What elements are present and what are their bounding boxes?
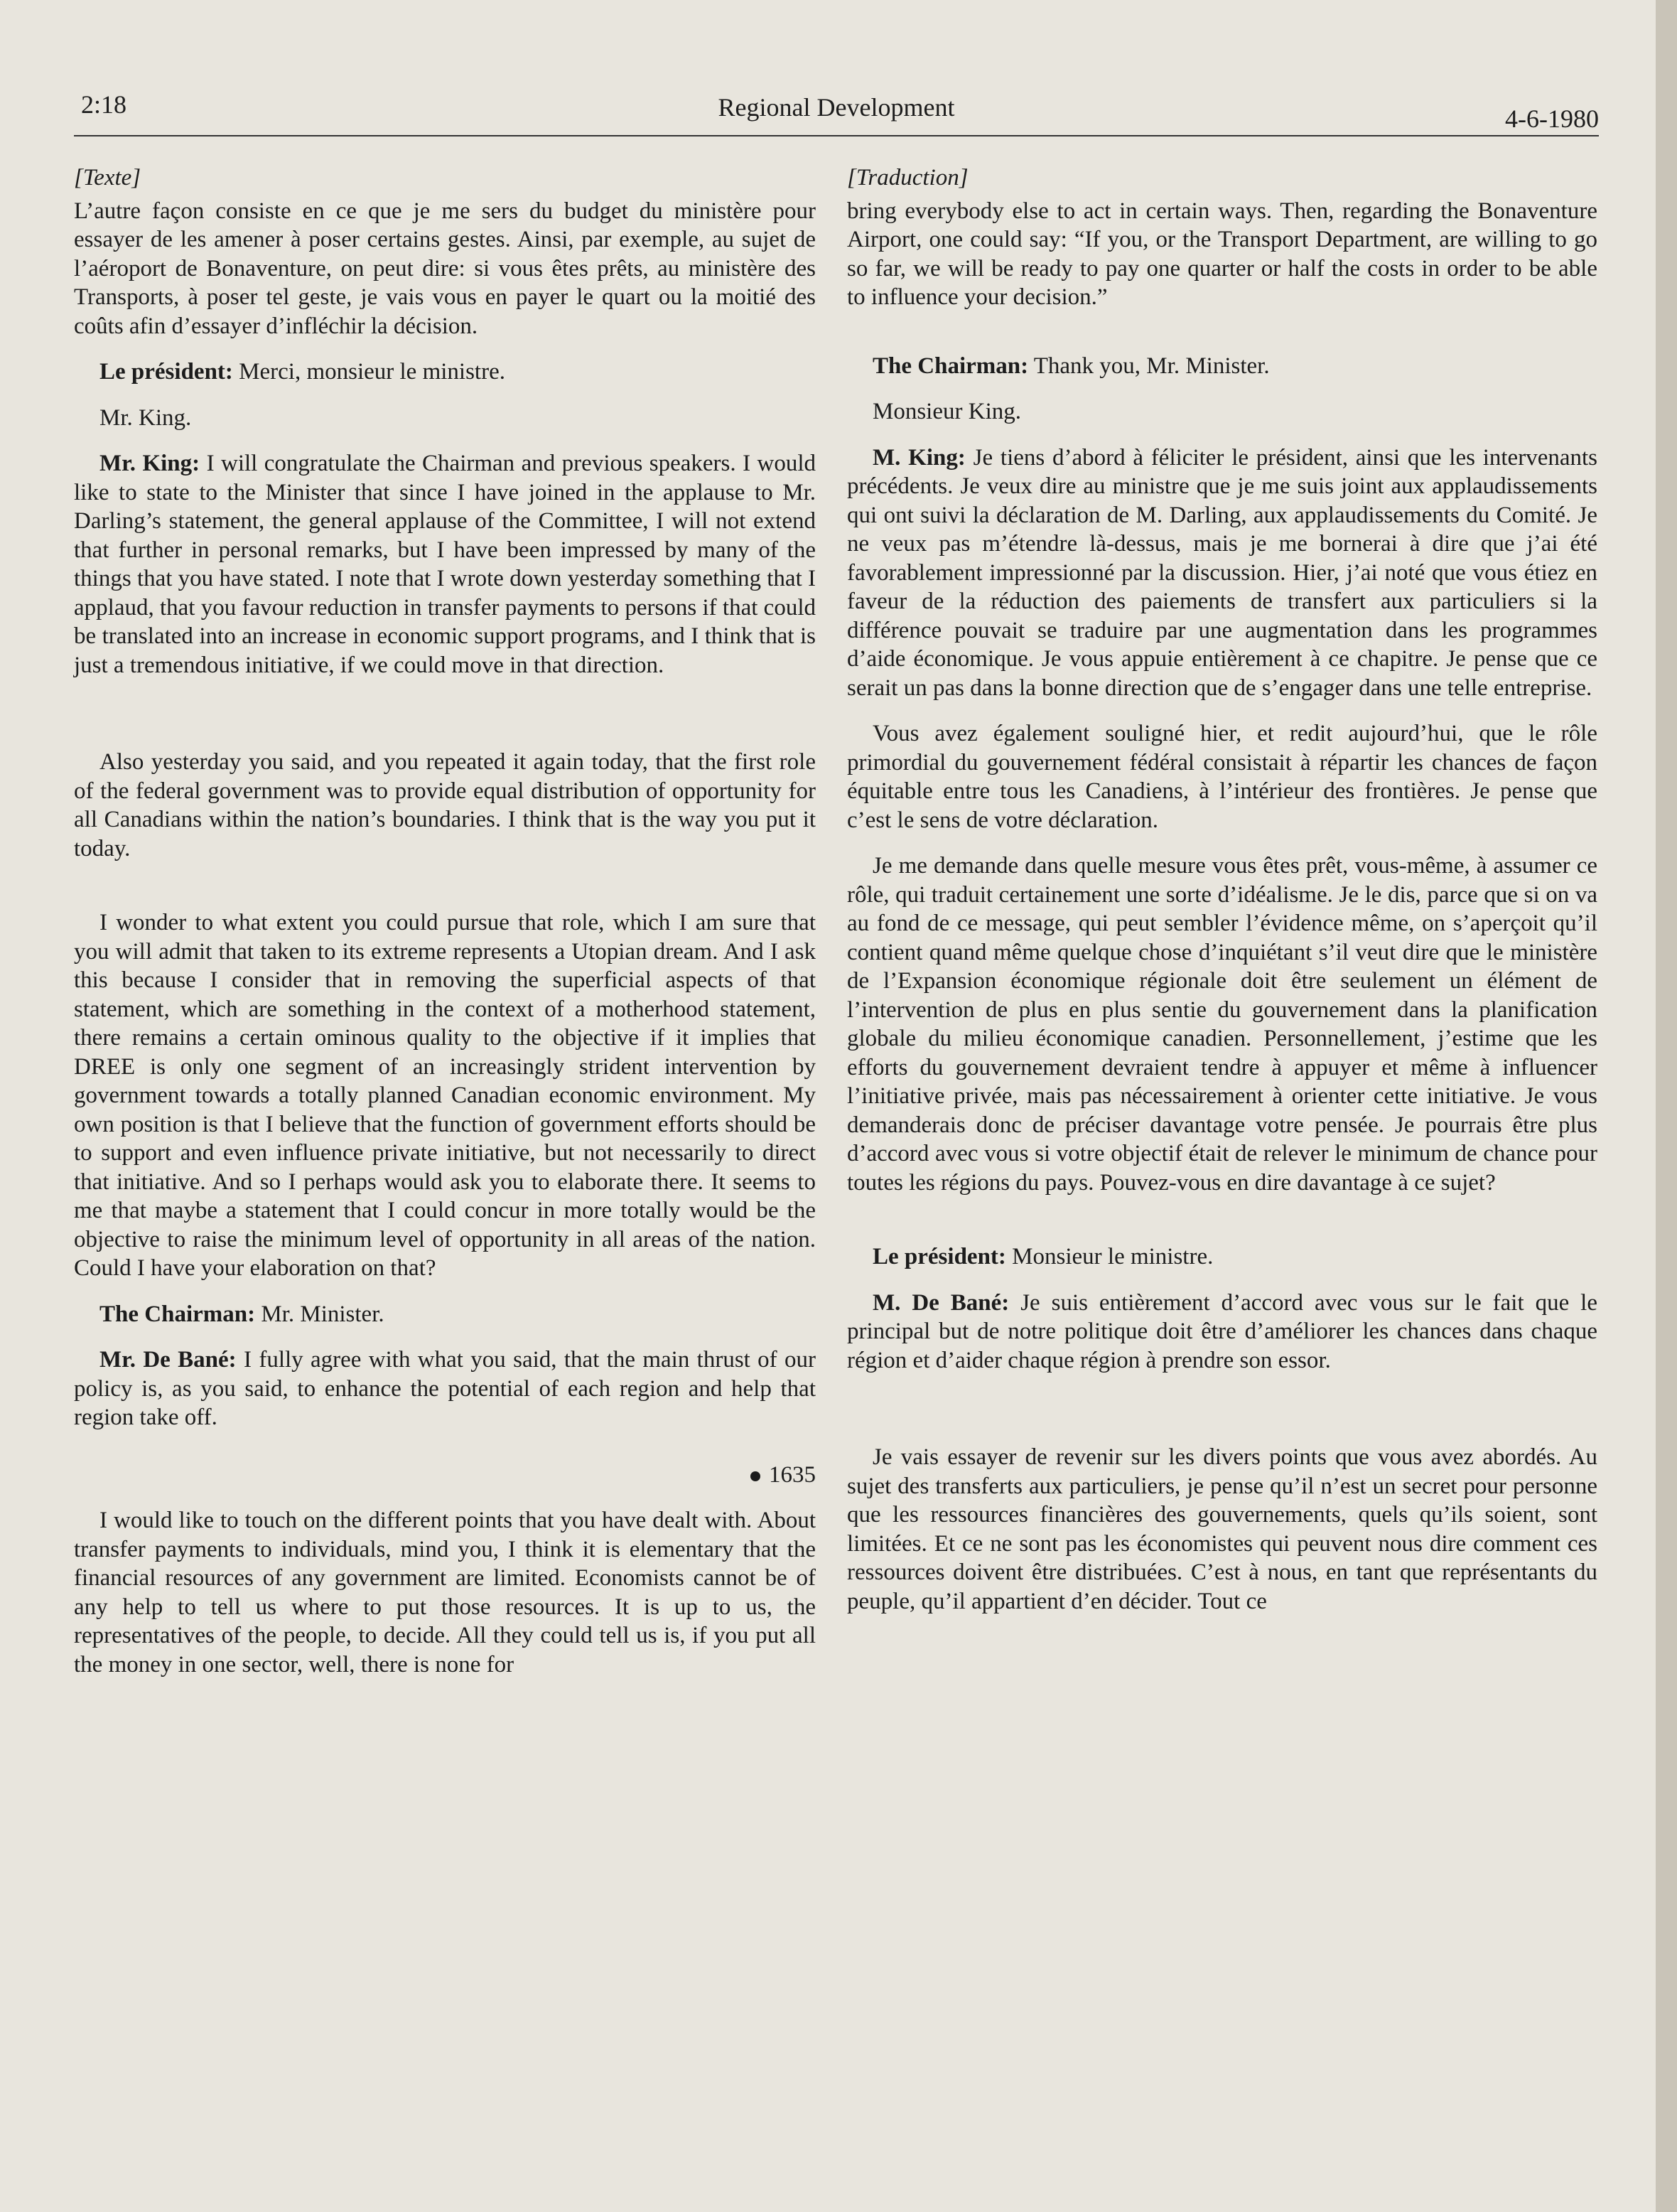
section-label: [Traduction] (847, 165, 969, 190)
section-label-text: Traduction (856, 165, 959, 190)
speaker-name: Mr. King: (99, 451, 200, 476)
speaker-name: M. King: (873, 444, 966, 471)
speaker-name: Mr. De Bané: (99, 1347, 237, 1373)
speaker-name: Le président: (873, 1244, 1006, 1269)
page-number: 2:18 (81, 90, 127, 119)
french-column (847, 163, 1597, 1633)
speech-text: Je tiens d’abord à féliciter le président, ainsi que les intervenants précédents. Je veux dire au ministre que je me suis joint aux applaudissements qui ont suivi la déclaration de M. Darling, aux applaudissements du Comité. Je ne veux pas m’étendre là-dessus, mais je me bornerai à dire que j’ai été favorablement impressionné par la discussion. Hier, j’ai noté que vous étiez en faveur de la réduction des paiements de transfert aux particuliers si la différence pouvait se traduire par une augmentation dans les programmes d’aide économique. Je vous appuie entièrement à ce chapitre. Je pense que ce serait un pas dans la bonne direction que de s’engager dans une telle entreprise. (847, 444, 1597, 701)
page-date: 4-6-1980 (1505, 104, 1599, 133)
speaker-paragraph (74, 1346, 816, 1432)
running-title: Regional Development (718, 93, 955, 122)
paragraph: Mr. King. (99, 404, 192, 431)
paragraph: L’autre façon consiste en ce que je me sers du budget du ministère pour essayer de les amener à poser certains gestes. Ainsi, par exemple, au sujet de l’aéroport de Bonaventure, on peut dire: si vous êtes prêts, au ministère des Transports, à poser tel geste, je vais vous en payer le quart ou la moitié des coûts afin d’essayer d’infléchir la décision. (74, 198, 816, 339)
paragraph: Je vais essayer de revenir sur les divers points que vous avez abordés. Au sujet des transferts aux particuliers, je pense qu’il n’est un secret pour personne que les ressources financières des gouvernements, quels qu’ils soient, sont limitées. Et ce ne sont pas les économistes qui peuvent nous dire comment ces ressources doivent être distribuées. C’est à nous, en tant que représentants du peuple, qu’il appartient d’en décider. Tout ce (847, 1444, 1597, 1614)
speech-text: Je suis entièrement d’accord avec vous sur le fait que le principal but de notre politique doit être d’améliorer les chances dans chaque région et d’aider chaque région à prendre son essor. (847, 1289, 1597, 1373)
paragraph: I would like to touch on the different points that you have dealt with. About transfer payments to individuals, mind you, I think it is elementary that the financial resources of any government are limited. Economists cannot be of any help to tell us where to put those resources. It is up to us, the representatives of the people, to decide. All they could tell us is, if you put all the money in one sector, well, there is none for (74, 1508, 816, 1677)
speaker-paragraph (847, 352, 1597, 381)
speech-text: Merci, monsieur le ministre. (232, 359, 505, 385)
speaker-name: Le président: (99, 359, 233, 385)
section-label-text: Texte (82, 165, 132, 190)
speaker-paragraph (847, 444, 1597, 703)
speech-text: Mr. Minister. (255, 1301, 384, 1327)
paragraph: bring everybody else to act in certain ways. Then, regarding the Bonaventure Airport, one could say: “If you, or the Transport Department, are willing to go so far, we will be ready to pay one quarter or half the costs in order to be able to influence your decision.” (847, 198, 1597, 310)
time-marker-text: 1635 (769, 1461, 816, 1488)
paragraph: I wonder to what extent you could pursue that role, which I am sure that you will admit that taken to its extreme represents a Utopian dream. And I ask this because I consider that in removing the superficial aspects of that statement, which are something in the context of a motherhood statement, there remains a certain ominous quality to the objective if it implies that DREE is only one segment of an increasingly strident intervention by government towards a totally planned Canadian economic environment. My own position is that I believe that the function of government efforts should be to support and even influence private initiative, but not necessarily to direct that initiative. And so I perhaps would ask you to elaborate there. It seems to me that maybe a statement that I could concur in more totally would be the objective to raise the minimum level of opportunity in all areas of the nation. Could I have your elaboration on that? (74, 910, 816, 1281)
paragraph: Monsieur King. (873, 399, 1021, 424)
speaker-paragraph (74, 449, 816, 680)
speech-text: I fully agree with what you said, that the main thrust of our policy is, as you said, to enhance the potential of each region and help that region take off. (74, 1347, 816, 1430)
speaker-name: M. De Bané: (873, 1289, 1010, 1316)
paragraph: Vous avez également souligné hier, et redit aujourd’hui, que le rôle primordial du gouvernement fédéral consistait à répartir les chances de façon équitable entre tous les Canadiens, à l’intérieur des frontières. Je pense que c’est le sens de votre déclaration. (847, 721, 1597, 833)
speaker-paragraph (847, 1289, 1597, 1375)
speaker-paragraph (74, 358, 816, 387)
speech-text: I will congratulate the Chairman and previous speakers. I would like to state to the Minister that since I have joined in the applause to Mr. Darling’s statement, the general applause of the Committee, I will not extend that further in personal remarks, but I have been impressed by many of the things that you have stated. I note that I wrote down yesterday something that I applaud, that you favour reduction in transfer payments to persons if that could be translated into an increase in economic support programs, and I think that is just a tremendous initiative, if we could move in that direction. (74, 451, 816, 678)
speech-text: Monsieur le ministre. (1005, 1244, 1214, 1269)
english-column (74, 163, 816, 1696)
speaker-paragraph (74, 1300, 816, 1329)
paragraph: Je me demande dans quelle mesure vous êtes prêt, vous-même, à assumer ce rôle, qui traduit certainement une sorte d’idéalisme. Je le dis, parce que si on va au fond de ce message, qui peut sembler l’évidence même, on s’aperçoit qu’il contient quand même quelque chose d’inquiétant s’il veut dire que le ministère de l’Expansion économique régionale doit être seulement un élément de l’intervention de plus en plus sentie du gouvernement dans la planification globale du milieu économique canadien. Personnellement, j’estime que les efforts du gouvernement devraient tendre à appuyer et même à influencer l’initiative privée, mais pas nécessairement à orienter cette initiative. Je vous demanderais donc de préciser davantage votre pensée. Je pourrais être plus d’accord avec vous si votre objectif était de relever le minimum de chance pour toutes les régions du pays. Pouvez-vous en dire davantage à ce sujet? (847, 853, 1597, 1196)
speaker-name: The Chairman: (873, 353, 1029, 379)
speaker-paragraph (847, 1242, 1597, 1272)
page-header (74, 84, 1599, 136)
time-marker (74, 1461, 816, 1490)
speech-text: Thank you, Mr. Minister. (1028, 353, 1270, 379)
section-label: [Texte] (74, 165, 141, 190)
paragraph: Also yesterday you said, and you repeated it again today, that the first role of the federal government was to provide equal distribution of opportunity for all Canadians within the nation’s boundaries. I think that is the way you put it today. (74, 749, 816, 861)
bullet-icon (750, 1471, 760, 1481)
speaker-name: The Chairman: (99, 1301, 256, 1327)
